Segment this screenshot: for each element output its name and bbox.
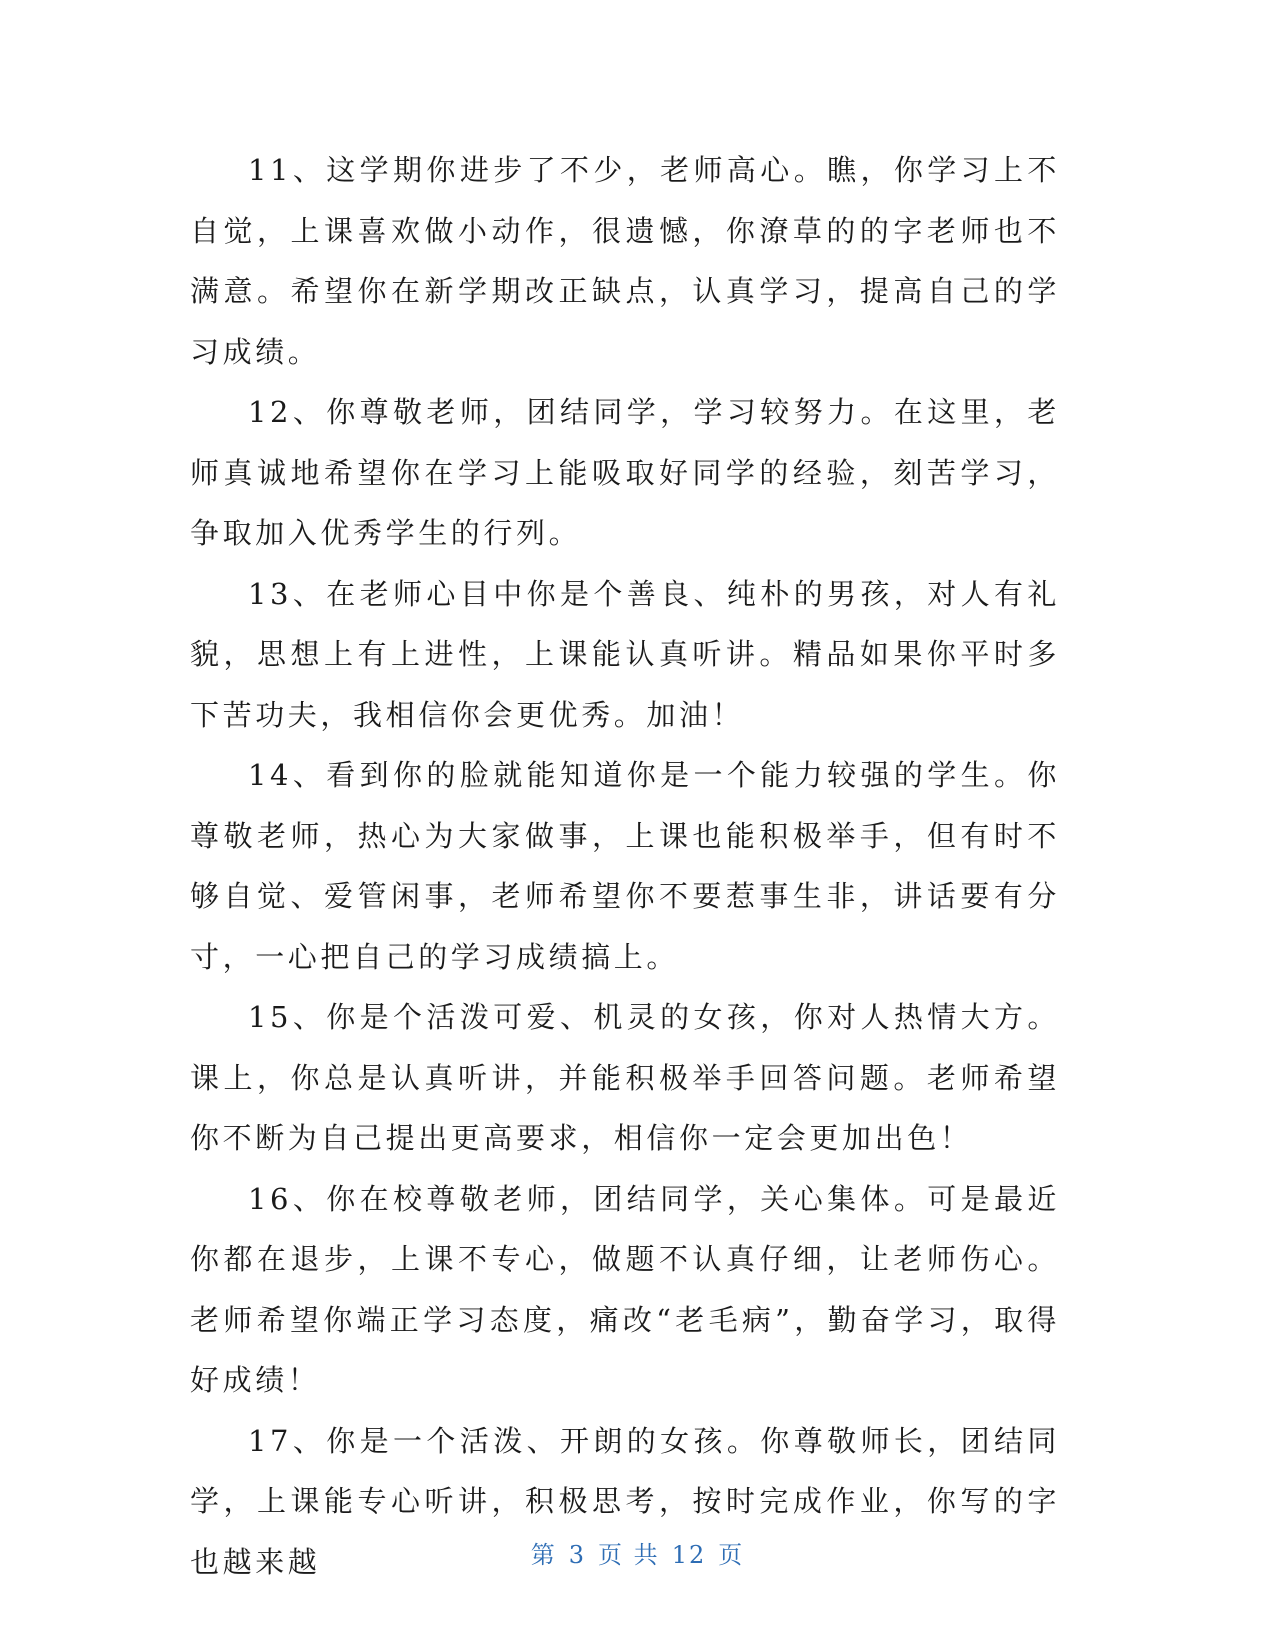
- page-label-mid: 页 共: [598, 1541, 660, 1569]
- current-page-number: 3: [568, 1541, 587, 1569]
- page-label-suffix: 页: [718, 1541, 745, 1569]
- page-footer: [0, 1535, 1275, 1570]
- document-body: [190, 140, 1060, 1592]
- total-pages-number: 12: [671, 1541, 707, 1569]
- page-label-prefix: 第: [530, 1541, 557, 1569]
- paragraph-17: 17、你是一个活泼、开朗的女孩。你尊敬师长，团结同学，上课能专心听讲，积极思考，按时完成作业，你写的字也越来越: [190, 1423, 1060, 1579]
- paragraph-12: 12、你尊敬老师，团结同学，学习较努力。在这里，老师真诚地希望你在学习上能吸取好同学的经验，刻苦学习，争取加入优秀学生的行列。: [190, 395, 1060, 550]
- paragraph-15: 15、你是个活泼可爱、机灵的女孩，你对人热情大方。课上，你总是认真听讲，并能积极举手回答问题。老师希望你不断为自己提出更高要求，相信你一定会更加出色！: [190, 1000, 1060, 1155]
- paragraph-16: 16、你在校尊敬老师，团结同学，关心集体。可是最近你都在退步，上课不专心，做题不认真仔细，让老师伤心。老师希望你端正学习态度，痛改“老毛病”，勤奋学习，取得好成绩！: [190, 1181, 1060, 1397]
- paragraph-11: 11、这学期你进步了不少，老师高心。瞧，你学习上不自觉，上课喜欢做小动作，很遗憾，你潦草的的字老师也不满意。希望你在新学期改正缺点，认真学习，提高自己的学习成绩。: [190, 153, 1060, 369]
- paragraph-13: 13、在老师心目中你是个善良、纯朴的男孩，对人有礼貌，思想上有上进性，上课能认真听讲。精品如果你平时多下苦功夫，我相信你会更优秀。加油！: [190, 576, 1060, 732]
- paragraph-14: 14、看到你的脸就能知道你是一个能力较强的学生。你尊敬老师，热心为大家做事，上课也能积极举手，但有时不够自觉、爱管闲事，老师希望你不要惹事生非，讲话要有分寸，一心把自己的学习成绩搞上。: [190, 758, 1060, 974]
